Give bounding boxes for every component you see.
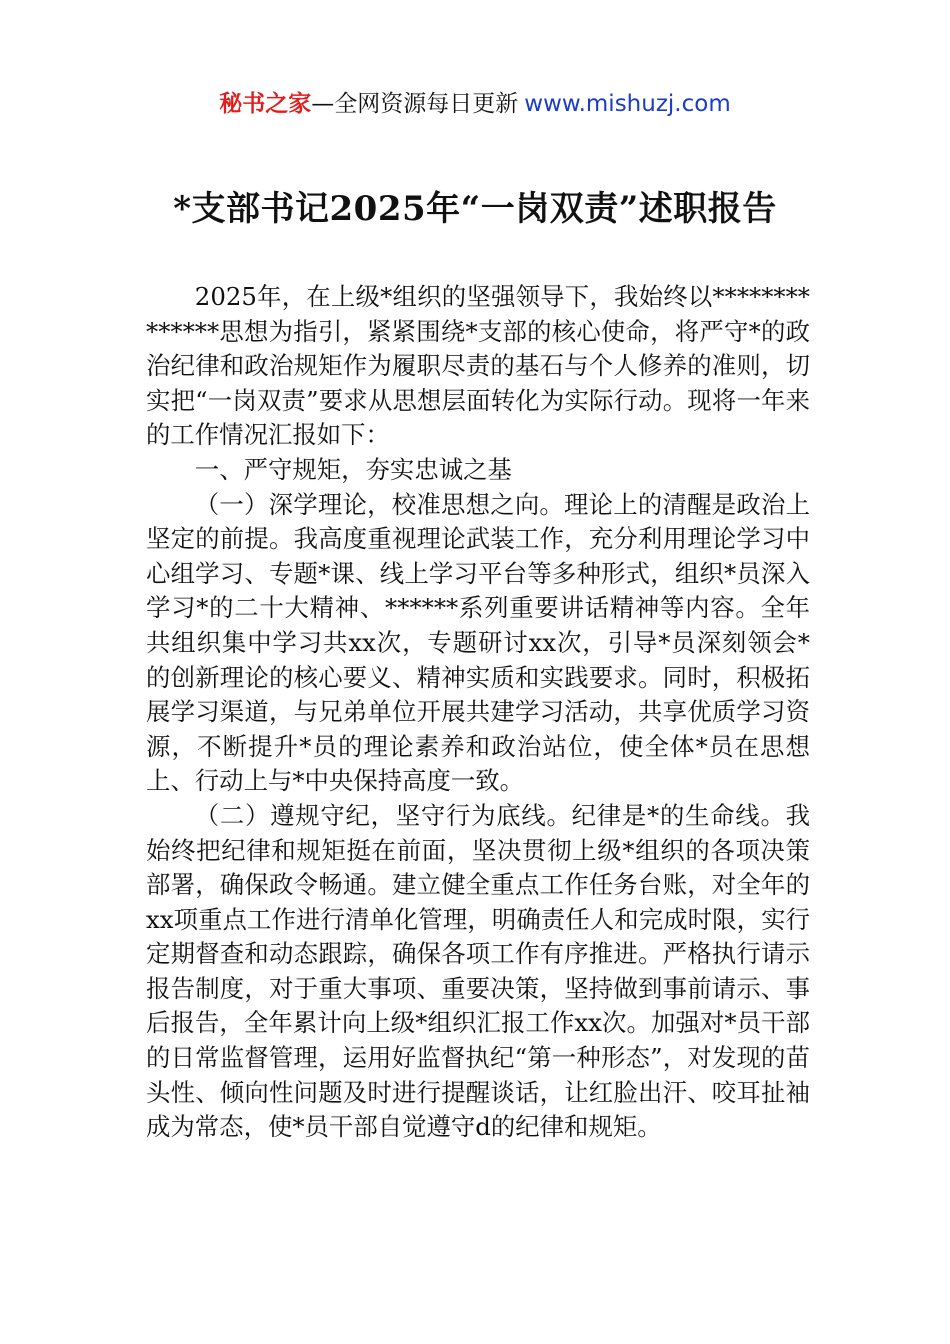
document-title: *支部书记2025年“一岗双责”述职报告 — [173, 189, 777, 229]
subsection-paragraph-1: （一）深学理论，校准思想之向。理论上的清醒是政治上坚定的前提。我高度重视理论武装工作，充分利用理论学习中心组学习、专题*课、线上学习平台等多种形式，组织*员深入学习*的二十大精神、******系列重要讲话精神等内容。全年共组织集中学习共xx次，专题研讨xx次，引导*员深刻领会*的创新理论的核心要义、精神实质和实践要求。同时，积极拓展学习渠道，与兄弟单位开展共建学习活动，共享优质学习资源，不断提升*员的理论素养和政治站位，使全体*员在思想上、行动上与*中央保持高度一致。 — [146, 489, 810, 796]
intro-paragraph: 2025年，在上级*组织的坚强领导下，我始终以**************思想为指引，紧紧围绕*支部的核心使命，将严守*的政治纪律和政治规矩作为履职尽责的基石与个人修养的准则，切实把“一岗双责”要求从思想层面转化为实际行动。现将一年来的工作情况汇报如下： — [146, 282, 810, 450]
subsection-paragraph-2: （二）遵规守纪，坚守行为底线。纪律是*的生命线。我始终把纪律和规矩挺在前面，坚决贯彻上级*组织的各项决策部署，确保政令畅通。建立健全重点工作任务台账，对全年的xx项重点工作进行清单化管理，明确责任人和完成时限，实行定期督查和动态跟踪，确保各项工作有序推进。严格执行请示报告制度，对于重大事项、重要决策，坚持做到事前请示、事后报告，全年累计向上级*组织汇报工作xx次。加强对*员干部的日常监督管理，运用好监督执纪“第一种形态”，对发现的苗头性、倾向性问题及时进行提醒谈话，让红脸出汗、咬耳扯袖成为常态，使*员干部自觉遵守d的纪律和规矩。 — [146, 800, 810, 1142]
document-body — [146, 280, 810, 1145]
site-header — [0, 88, 950, 120]
header-tagline: —全网资源每日更新 — [311, 91, 519, 117]
brand-name: 秘书之家 — [219, 91, 312, 117]
site-url-link[interactable]: www.mishuzj.com — [524, 91, 731, 117]
section-heading-1: 一、严守规矩，夯实忠诚之基 — [194, 454, 512, 484]
